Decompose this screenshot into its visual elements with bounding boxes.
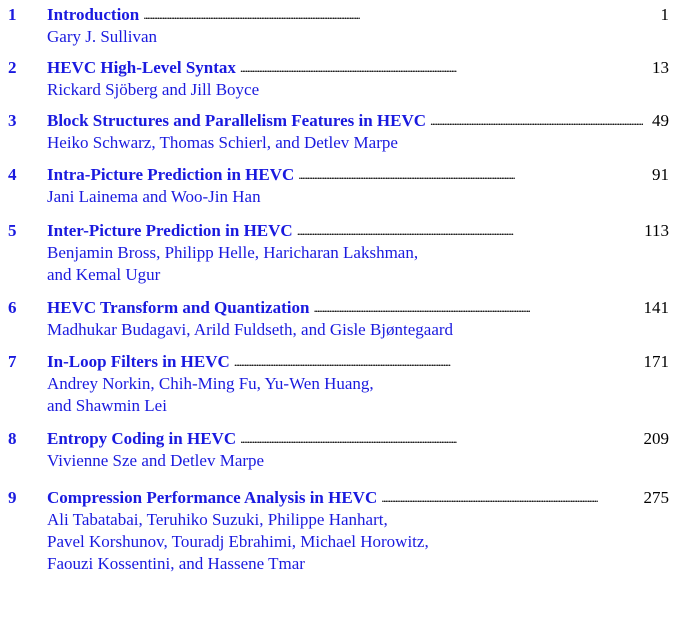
author-line[interactable]: Ali Tabatabai, Teruhiko Suzuki, Philippe Hanhart,	[47, 510, 388, 529]
chapter-authors[interactable]	[47, 450, 679, 472]
chapter-title-link[interactable]: Compression Performance Analysis in HEVC	[47, 488, 378, 507]
toc-entry	[0, 57, 679, 110]
author-line[interactable]: Benjamin Bross, Philipp Helle, Haricharan Lakshman,	[47, 243, 419, 262]
page-number: 49	[652, 111, 669, 130]
toc-entry	[0, 110, 679, 164]
leader-dots	[381, 486, 639, 509]
leader-dots	[143, 3, 643, 26]
chapter-title-link[interactable]: In-Loop Filters in HEVC	[47, 352, 230, 371]
page-number: 275	[643, 488, 669, 507]
leader-dots	[313, 296, 639, 319]
author-line[interactable]: Rickard Sjöberg and Jill Boyce	[47, 80, 260, 99]
page-number: 209	[643, 429, 669, 448]
toc-entry	[0, 297, 679, 351]
chapter-title-link[interactable]: Intra-Picture Prediction in HEVC	[47, 165, 295, 184]
author-line[interactable]: Jani Lainema and Woo-Jin Han	[47, 187, 261, 206]
author-line[interactable]: Faouzi Kossentini, and Hassene Tmar	[47, 554, 305, 573]
chapter-authors[interactable]	[47, 242, 679, 286]
chapter-authors[interactable]	[47, 132, 679, 154]
chapter-number[interactable]: 8	[8, 429, 17, 448]
leader-dots	[298, 163, 643, 186]
chapter-authors[interactable]	[47, 509, 679, 575]
author-line[interactable]: Gary J. Sullivan	[47, 27, 158, 46]
author-line[interactable]: Andrey Norkin, Chih-Ming Fu, Yu-Wen Huang,	[47, 374, 374, 393]
chapter-title-link[interactable]: HEVC Transform and Quantization	[47, 298, 310, 317]
chapter-number[interactable]: 5	[8, 221, 17, 240]
chapter-number[interactable]: 7	[8, 352, 17, 371]
page-number: 1	[660, 5, 669, 24]
toc-entry	[0, 4, 679, 57]
page-number: 141	[643, 298, 669, 317]
toc-entry	[0, 220, 679, 297]
chapter-number[interactable]: 3	[8, 111, 17, 130]
leader-dots	[240, 56, 643, 79]
leader-dots	[240, 427, 639, 450]
author-line[interactable]: and Shawmin Lei	[47, 396, 167, 415]
leader-dots	[430, 109, 643, 132]
chapter-authors[interactable]	[47, 319, 679, 341]
chapter-authors[interactable]	[47, 186, 679, 208]
table-of-contents	[0, 4, 679, 577]
chapter-title-link[interactable]: Inter-Picture Prediction in HEVC	[47, 221, 293, 240]
chapter-number[interactable]: 1	[8, 5, 17, 24]
chapter-authors[interactable]	[47, 26, 679, 48]
author-line[interactable]: Vivienne Sze and Detlev Marpe	[47, 451, 265, 470]
chapter-title-link[interactable]: Block Structures and Parallelism Features in HEVC	[47, 111, 427, 130]
chapter-authors[interactable]	[47, 79, 679, 101]
author-line[interactable]: Heiko Schwarz, Thomas Schierl, and Detlev Marpe	[47, 133, 398, 152]
chapter-title-link[interactable]: Entropy Coding in HEVC	[47, 429, 237, 448]
author-line[interactable]: Pavel Korshunov, Touradj Ebrahimi, Michael Horowitz,	[47, 532, 429, 551]
page-number: 91	[652, 165, 669, 184]
author-line[interactable]: and Kemal Ugur	[47, 265, 161, 284]
chapter-title-link[interactable]: HEVC High-Level Syntax	[47, 58, 236, 77]
chapter-authors[interactable]	[47, 373, 679, 417]
toc-entry	[0, 428, 679, 487]
page-number: 171	[643, 352, 669, 371]
leader-dots	[234, 350, 640, 373]
chapter-number[interactable]: 4	[8, 165, 17, 184]
toc-entry	[0, 351, 679, 428]
author-line[interactable]: Madhukar Budagavi, Arild Fuldseth, and Gisle Bjøntegaard	[47, 320, 454, 339]
toc-entry	[0, 164, 679, 220]
chapter-number[interactable]: 9	[8, 488, 17, 507]
chapter-number[interactable]: 6	[8, 298, 17, 317]
chapter-title-link[interactable]: Introduction	[47, 5, 140, 24]
toc-entry	[0, 487, 679, 577]
page-number: 113	[644, 221, 669, 240]
page-number: 13	[652, 58, 669, 77]
leader-dots	[297, 219, 640, 242]
chapter-number[interactable]: 2	[8, 58, 17, 77]
